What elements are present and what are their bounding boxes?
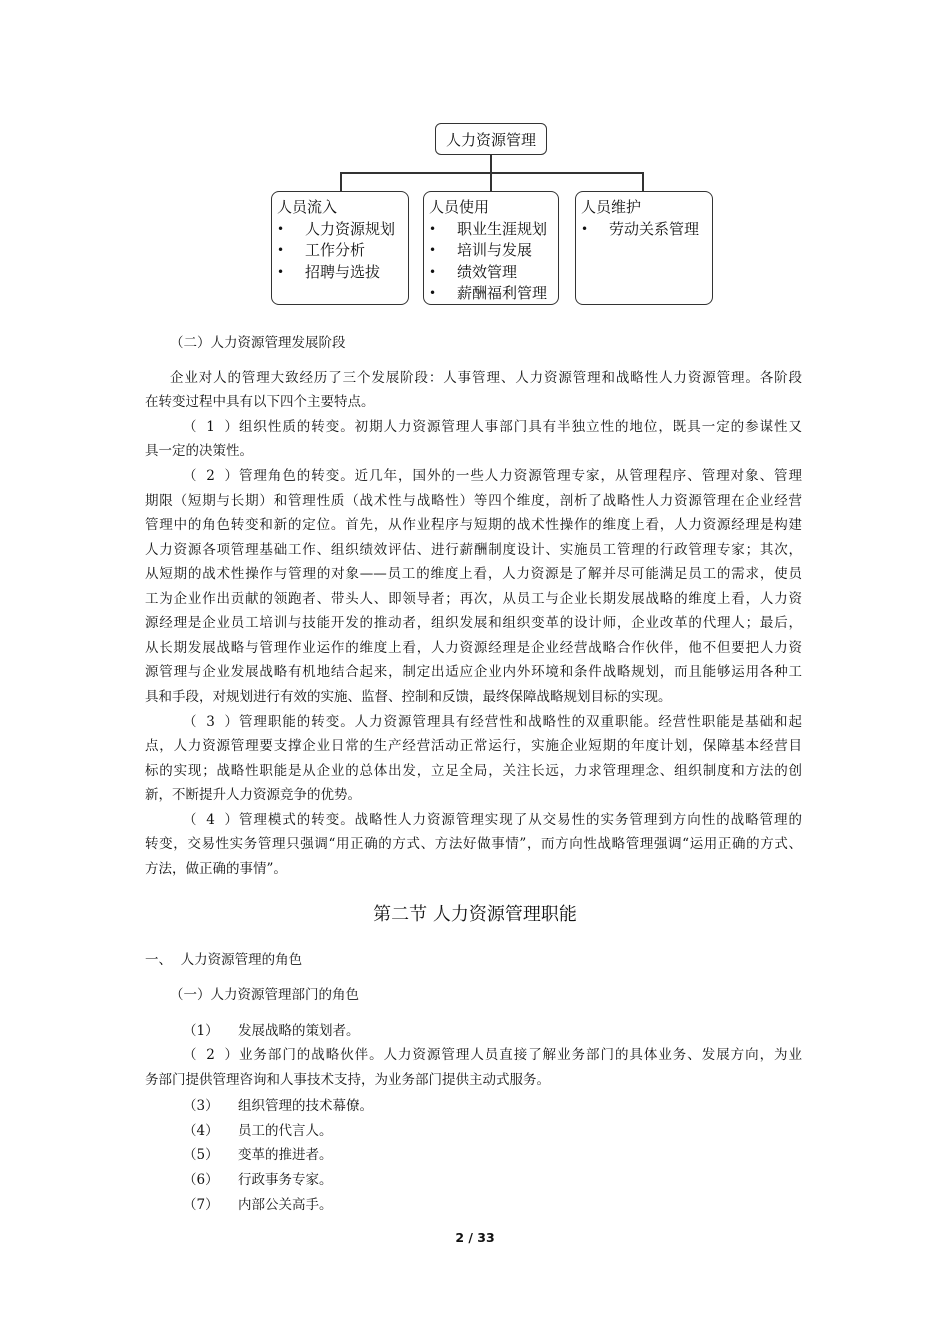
numbered-line: （6） 行政事务专家。 bbox=[183, 1168, 333, 1188]
group-title: 人员维护 bbox=[581, 198, 642, 216]
chart-group-maintenance bbox=[575, 191, 713, 305]
paragraph-line: 方法，做正确的事情”。 bbox=[145, 861, 287, 877]
numbered-line: （7） 内部公关高手。 bbox=[183, 1193, 333, 1213]
paragraph-line: 工为企业作出贡献的领跑者、带头人、即领导者；再次，从员工与企业长期发展战略的维度上看，人力资 bbox=[145, 591, 802, 607]
page-number: 2 / 33 bbox=[455, 1230, 495, 1245]
group-title: 人员流入 bbox=[277, 198, 338, 216]
item-number: （3） bbox=[183, 714, 238, 730]
paragraph-line: 标的实现；战略性职能是从企业的总体出发，立足全局，关注长远，力求管理理念、组织制度和方法的创 bbox=[145, 763, 802, 779]
item-number: （3） bbox=[183, 1098, 219, 1114]
connector-vertical-root bbox=[490, 155, 492, 173]
list-item: • 招聘与选拔 bbox=[277, 262, 404, 284]
numbered-line: （3） 组织管理的技术幕僚。 bbox=[183, 1094, 373, 1114]
paragraph-line: 源管理与企业发展战略有机地结合起来，制定出适应企业内外环境和条件战略规划，而且能够运用各种工 bbox=[145, 664, 802, 680]
list-item: • 人力资源规划 bbox=[277, 219, 404, 241]
list-item: • 绩效管理 bbox=[429, 262, 554, 284]
bullet-icon: • bbox=[429, 221, 437, 236]
paragraph-line: 企业对人的管理大致经历了三个发展阶段：人事管理、人力资源管理和战略性人力资源管理。各阶段 bbox=[170, 370, 802, 386]
item-number: （5） bbox=[183, 1147, 219, 1163]
item-number: （7） bbox=[183, 1197, 219, 1213]
section-title: 第二节 人力资源管理职能 bbox=[373, 904, 577, 925]
paragraph-line: 从长期发展战略与管理作业运作的维度上看，人力资源经理是企业经营战略合作伙伴，他不但要把人力资 bbox=[145, 640, 802, 656]
connector-horizontal bbox=[340, 172, 643, 174]
paragraph-line: 源经理是企业员工培训与技能开发的推动者，组织发展和组织变革的设计师，企业改革的代理人；最后， bbox=[145, 615, 802, 631]
list-item: • 职业生涯规划 bbox=[429, 219, 554, 241]
bullet-icon: • bbox=[429, 264, 437, 279]
group-title: 人员使用 bbox=[429, 198, 490, 216]
chart-group-usage bbox=[423, 191, 559, 305]
bullet-icon: • bbox=[429, 243, 437, 257]
paragraph-line: 新，不断提升人力资源竞争的优势。 bbox=[145, 787, 361, 803]
item-number: （4） bbox=[183, 812, 238, 828]
numbered-line: （4） 员工的代言人。 bbox=[183, 1119, 333, 1139]
paragraph-line: 管理中的角色转变和新的定位。首先，从作业程序与短期的战术性操作的维度上看，人力资源经理是构建 bbox=[145, 517, 802, 533]
subsection-heading: （二）人力资源管理发展阶段 bbox=[170, 335, 346, 351]
paragraph-line: 点，人力资源管理要支撑企业日常的生产经营活动正常运行，实施企业短期的年度计划，保障基本经营目 bbox=[145, 738, 802, 754]
item-number: （2） bbox=[183, 1047, 238, 1063]
paragraph-line: 转变，交易性实务管理只强调“用正确的方式、方法好做事情”，而方向性战略管理强调“运用正确的方式、 bbox=[145, 836, 802, 852]
numbered-line: （3）管理职能的转变。人力资源管理具有经营性和战略性的双重职能。经营性职能是基础和起 bbox=[183, 710, 802, 730]
numbered-line: （4）管理模式的转变。战略性人力资源管理实现了从交易性的实务管理到方向性的战略管理的 bbox=[183, 808, 802, 828]
numbered-line: （1） 发展战略的策划者。 bbox=[183, 1019, 360, 1039]
connector-vertical-left bbox=[340, 172, 342, 191]
list-item: • 工作分析 bbox=[277, 240, 404, 262]
item-number: （4） bbox=[183, 1123, 219, 1139]
bullet-icon: • bbox=[581, 221, 589, 236]
item-number: （2） bbox=[183, 468, 238, 484]
bullet-icon: • bbox=[277, 264, 285, 279]
subsection-heading: （一）人力资源管理部门的角色 bbox=[170, 987, 359, 1003]
paragraph-line: 具和手段，对规划进行有效的实施、监督、控制和反馈，最终保障战略规划目标的实现。 bbox=[145, 689, 672, 705]
paragraph-line: 务部门提供管理咨询和人事技术支持，为业务部门提供主动式服务。 bbox=[145, 1072, 550, 1088]
numbered-line: （5） 变革的推进者。 bbox=[183, 1143, 333, 1163]
numbered-line: （1）组织性质的转变。初期人力资源管理人事部门具有半独立性的地位，既具一定的参谋性又 bbox=[183, 415, 802, 435]
list-item: • 薪酬福利管理 bbox=[429, 283, 554, 305]
chart-root-box bbox=[435, 123, 547, 155]
list-item: • 培训与发展 bbox=[429, 240, 554, 262]
item-number: （1） bbox=[183, 419, 238, 435]
numbered-line: （2）业务部门的战略伙伴。人力资源管理人员直接了解业务部门的具体业务、发展方向，为业 bbox=[183, 1043, 802, 1063]
paragraph-line: 在转变过程中具有以下四个主要特点。 bbox=[145, 394, 375, 410]
paragraph-line: 人力资源各项管理基础工作、组织绩效评估、进行薪酬制度设计、实施员工管理的行政管理专家；其次， bbox=[145, 542, 802, 558]
list-item: • 劳动关系管理 bbox=[581, 219, 708, 241]
paragraph-line: 期限（短期与长期）和管理性质（战术性与战略性）等四个维度，剖析了战略性人力资源管理在企业经营 bbox=[145, 493, 802, 509]
bullet-icon: • bbox=[277, 243, 285, 257]
chart-group-inflow bbox=[271, 191, 409, 305]
paragraph-line: 从短期的战术性操作与管理的对象——员工的维度上看，人力资源是了解并尽可能满足员工的需求，使员 bbox=[145, 566, 802, 582]
item-number: （1） bbox=[183, 1023, 219, 1039]
part-heading: 一、 人力资源管理的角色 bbox=[145, 952, 303, 968]
item-number: （6） bbox=[183, 1172, 219, 1188]
bullet-icon: • bbox=[429, 286, 437, 300]
bullet-icon: • bbox=[277, 221, 285, 236]
paragraph-line: 具一定的决策性。 bbox=[145, 443, 253, 459]
numbered-line: （2）管理角色的转变。近几年，国外的一些人力资源管理专家，从管理程序、管理对象、管理 bbox=[183, 464, 802, 484]
chart-root-label: 人力资源管理 bbox=[445, 130, 536, 149]
connector-vertical-right bbox=[642, 172, 644, 191]
connector-vertical-middle bbox=[490, 172, 492, 191]
